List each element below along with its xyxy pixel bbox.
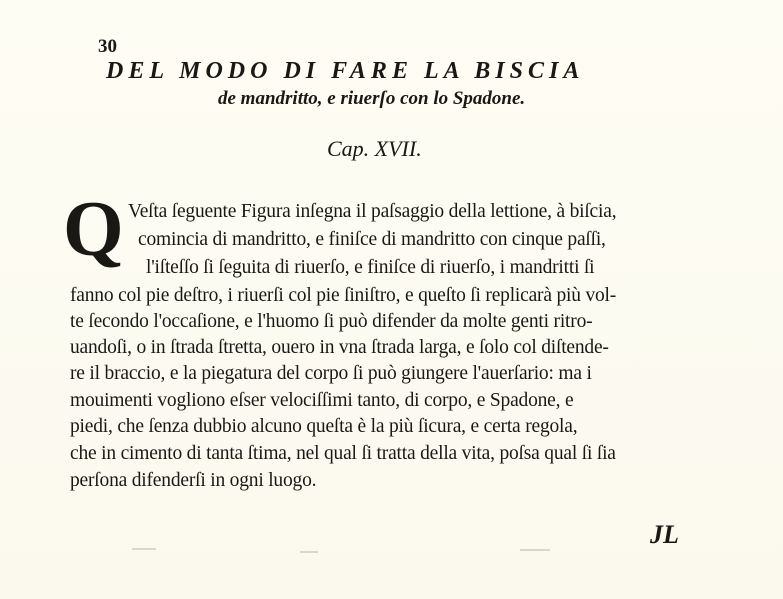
body-line: fanno col pie deſtro, i riuerſi col pie ſiniſtro, e queſto ſi replicarà più vol- bbox=[70, 285, 617, 306]
body-line: comincia di mandritto, e finiſce di mandritto con cinque paſſi, bbox=[138, 229, 606, 250]
body-line: piedi, che ſenza dubbio alcuno queſta è la più ſicura, e certa regola, bbox=[70, 416, 578, 437]
page-number: 30 bbox=[98, 36, 117, 57]
chapter-number: Cap. XVII. bbox=[327, 136, 422, 161]
body-line: perſona difenderſi in ogni luogo. bbox=[70, 470, 317, 491]
body-line: te ſecondo l'occaſione, e l'huomo ſi può difender da molte genti ritro- bbox=[70, 311, 593, 332]
chapter-subtitle: de mandritto, e riuerſo con lo Spadone. bbox=[218, 88, 526, 109]
signature-mark: JL bbox=[650, 520, 679, 549]
chapter-title: DEL MODO DI FARE LA BISCIA bbox=[106, 58, 585, 84]
drop-cap: Q bbox=[63, 185, 124, 272]
ink-smudge bbox=[300, 551, 318, 553]
body-line: Veſta ſeguente Figura inſegna il paſsaggio della lettione, à biſcia, bbox=[128, 201, 617, 222]
ink-smudge bbox=[520, 549, 550, 551]
body-line: l'iſteſſo ſi ſeguita di riuerſo, e finiſce di riuerſo, i mandritti ſi bbox=[146, 257, 595, 278]
body-line: che in cimento di tanta ſtima, nel qual ſi tratta della vita, poſsa qual ſi ſia bbox=[70, 443, 616, 464]
body-line: mouimenti vogliono eſser velociſſimi tanto, di corpo, e Spadone, e bbox=[70, 390, 574, 411]
body-line: re il braccio, e la piegatura del corpo ſi può giungere l'auerſario: ma i bbox=[70, 363, 592, 384]
ink-smudge bbox=[132, 548, 156, 550]
body-line: uandoſi, o in ſtrada ſtretta, ouero in vna ſtrada larga, e ſolo col diſtende- bbox=[70, 337, 609, 358]
